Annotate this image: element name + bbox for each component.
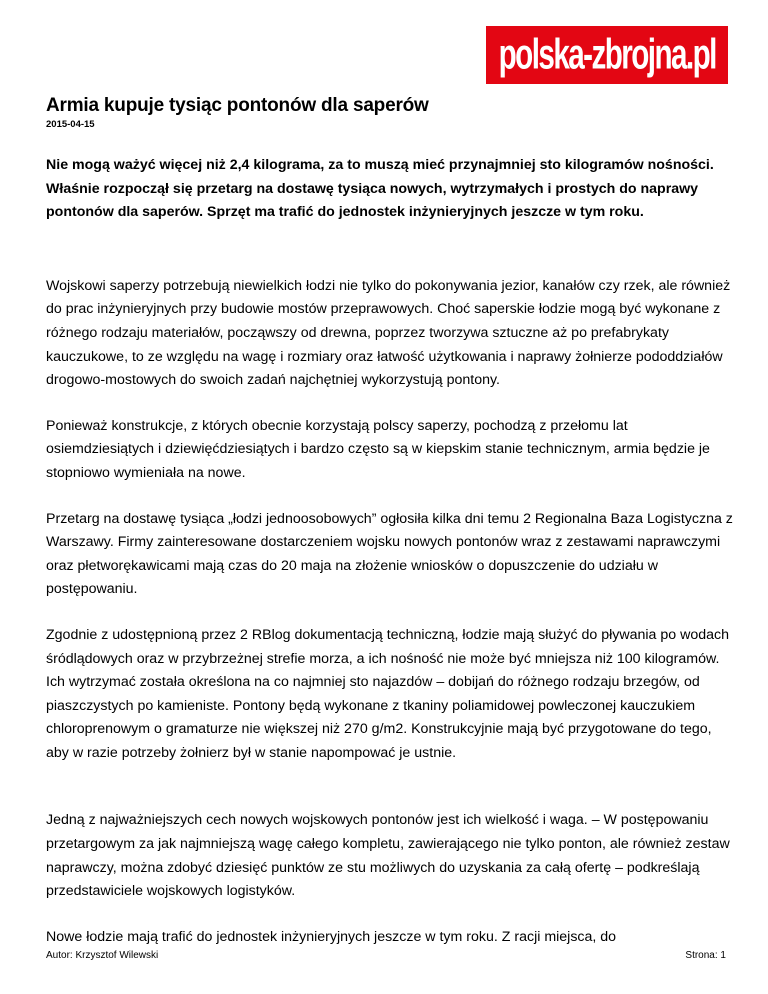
article-title: Armia kupuje tysiąc pontonów dla saperów bbox=[46, 95, 429, 116]
article-paragraph-4: Zgodnie z udostępnioną przez 2 RBlog dokumentacją techniczną, łodzie mają służyć do pływania po wodach śródlądowych oraz w przybrzeżnej strefie morza, a ich nośność nie może być mniejsza niż 100 kilogramów. Ich wytrzymać została określona na co najmniej sto najazdów – dobijań do różnego rodzaju brzegów, od piaszczystych po kamieniste. Pontony będą wykonane z tkaniny poliamidowej powleczonej kauczukiem chloroprenowym o gramaturze nie większej niż 270 g/m2. Konstrukcyjnie mają być przygotowane do tego, aby w razie potrzeby żołnierz był w stanie napompować je ustnie. bbox=[46, 626, 729, 761]
footer-page-number: Strona: 1 bbox=[685, 950, 726, 961]
article-paragraph-5: Jedną z najważniejszych cech nowych wojskowych pontonów jest ich wielkość i waga. – W postępowaniu przetargowym za jak najmniejszą wagę całego kompletu, zawierającego nie tylko ponton, ale również zestaw naprawczy, można zdobyć dziesięć punktów ze stu możliwych do uzyskania za całą ofertę – podkreślają przedstawiciele wojskowych logistyków. bbox=[46, 812, 730, 900]
article-paragraph-3: Przetarg na dostawę tysiąca „łodzi jednoosobowych” ogłosiła kilka dni temu 2 Regionalna Baza Logistyczna z Warszawy. Firmy zainteresowane dostarczeniem wojsku nowych pontonów wraz z zestawami naprawczymi oraz płetworękawicami mają czas do 20 maja na złożenie wniosków o dopuszczenie do udziału w postępowaniu. bbox=[46, 510, 733, 598]
article-paragraph-2: Ponieważ konstrukcje, z których obecnie korzystają polscy saperzy, pochodzą z przełomu lat osiemdziesiątych i dziewięćdziesiątych i bardzo często są w kiepskim stanie technicznym, armia będzie je stopniowo wymieniała na nowe. bbox=[46, 417, 710, 481]
footer-author: Autor: Krzysztof Wilewski bbox=[46, 950, 159, 961]
article-paragraph-6: Nowe łodzie mają trafić do jednostek inżynieryjnych jeszcze w tym roku. Z racji miejsca, do bbox=[46, 928, 617, 945]
article-body bbox=[46, 154, 736, 949]
article-date: 2015-04-15 bbox=[46, 119, 95, 130]
site-logo bbox=[486, 26, 728, 84]
article-lead: Nie mogą ważyć więcej niż 2,4 kilograma, za to muszą mieć przynajmniej sto kilogramów nośności. Właśnie rozpoczął się przetarg na dostawę tysiąca nowych, wytrzymałych i prostych do naprawy pontonów dla saperów. Sprzęt ma trafić do jednostek inżynieryjnych jeszcze w tym roku. bbox=[46, 157, 714, 221]
site-logo-text: polska-zbrojna.pl bbox=[498, 31, 716, 79]
article-paragraph-1: Wojskowi saperzy potrzebują niewielkich łodzi nie tylko do pokonywania jezior, kanałów czy rzek, ale również do prac inżynieryjnych przy budowie mostów przeprawowych. Choć saperskie łodzie mogą być wykonane z różnego rodzaju materiałów, począwszy od drewna, poprzez tworzywa sztuczne aż po prefabrykaty kauczukowe, to ze względu na wagę i rozmiary oraz łatwość użytkowania i naprawy żołnierze pododdziałów drogowo-mostowych do swoich zadań najchętniej wykorzystują pontony. bbox=[46, 277, 731, 389]
